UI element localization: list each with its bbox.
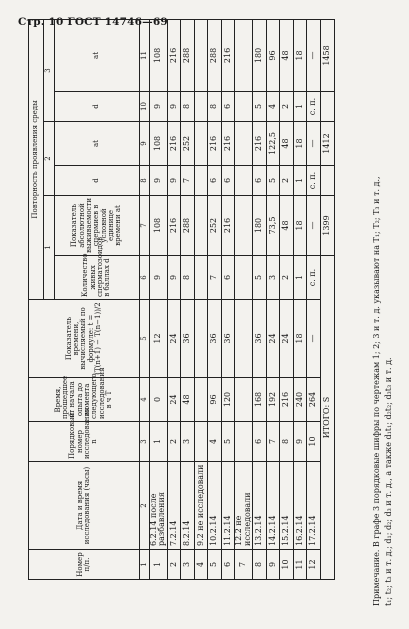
standard-number: ГОСТ 14746—69: [67, 16, 168, 28]
col-number: 3: [140, 422, 150, 462]
cell-d2: 9: [167, 166, 181, 196]
cell-at1: 288: [181, 196, 195, 256]
cell-t: 36: [208, 300, 222, 378]
cell-d1: 2: [280, 256, 294, 300]
cell-d3: 1: [293, 92, 307, 122]
col-number: 7: [140, 196, 150, 256]
cell-d1: 9: [150, 256, 168, 300]
cell-no: 3: [181, 550, 195, 580]
col-header-at1: Показатель абсолютной выживаемости спермиев в условной единице времени at: [55, 196, 140, 256]
cell-T: 120: [221, 378, 235, 422]
cell-T: 0: [150, 378, 168, 422]
total-at1: 1399: [320, 196, 334, 256]
table-row: [194, 19, 208, 579]
cell-d2: [194, 166, 208, 196]
cell-no: 4: [194, 550, 208, 580]
cell-at1: 108: [150, 196, 168, 256]
cell-d1: [235, 256, 253, 300]
cell-d1: 9: [167, 256, 181, 300]
cell-d3: 8: [181, 92, 195, 122]
table-row: [221, 19, 235, 579]
data-table: [28, 19, 335, 580]
col-header-number: Номер п/п.: [29, 550, 140, 580]
cell-at2: 216: [167, 122, 181, 166]
cell-T: [235, 378, 253, 422]
cell-at2: 216: [221, 122, 235, 166]
cell-n: 3: [181, 422, 195, 462]
cell-d3: 6: [221, 92, 235, 122]
cell-at3: 216: [167, 19, 181, 91]
table-row: [167, 19, 181, 579]
cell-at3: 18: [293, 19, 307, 91]
rotated-table-block: [28, 20, 409, 580]
col-header-t-formula: Показатель времени, вычисляемый по формуле: t = (T(n+1) − T(n−1))/2: [29, 300, 140, 378]
cell-d2: с. п.: [307, 166, 321, 196]
col-header-d2: d: [55, 166, 140, 196]
cell-no: 7: [235, 550, 253, 580]
cell-no: 10: [280, 550, 294, 580]
cell-d1: [194, 256, 208, 300]
cell-at3: 180: [253, 19, 267, 91]
col-header-repeatability: Повторность проявления среды: [29, 19, 44, 299]
cell-at1: 48: [280, 196, 294, 256]
col-number: 4: [140, 378, 150, 422]
cell-d1: с. п.: [307, 256, 321, 300]
col-number: 10: [140, 92, 150, 122]
total-label: ИТОГО: S: [320, 256, 334, 580]
cell-date: 14.2.14: [266, 462, 280, 550]
cell-date: 6.2.14 после разбавления: [150, 462, 168, 550]
cell-d3: [194, 92, 208, 122]
cell-no: 9: [266, 550, 280, 580]
cell-t: —: [307, 300, 321, 378]
col-header-d3: d: [55, 92, 140, 122]
cell-d1: 7: [208, 256, 222, 300]
cell-at2: 18: [293, 122, 307, 166]
cell-T: 48: [181, 378, 195, 422]
col-number: 2: [140, 462, 150, 550]
cell-at1: 252: [208, 196, 222, 256]
cell-n: 9: [293, 422, 307, 462]
cell-at1: 216: [221, 196, 235, 256]
col-header-date: Дата и время исследования (часы): [29, 462, 140, 550]
cell-T: 192: [266, 378, 280, 422]
cell-at3: 288: [181, 19, 195, 91]
cell-T: 240: [293, 378, 307, 422]
cell-at2: 48: [280, 122, 294, 166]
cell-at2: 216: [253, 122, 267, 166]
cell-at3: —: [307, 19, 321, 91]
cell-d3: 2: [280, 92, 294, 122]
cell-at3: 48: [280, 19, 294, 91]
table-row: [293, 19, 307, 579]
col-number: 5: [140, 300, 150, 378]
cell-d1: 1: [293, 256, 307, 300]
col-number: 8: [140, 166, 150, 196]
cell-t: 24: [280, 300, 294, 378]
col-number: 1: [140, 550, 150, 580]
cell-T: 216: [280, 378, 294, 422]
table-row: [307, 19, 321, 579]
cell-d1: 3: [266, 256, 280, 300]
cell-d2: 1: [293, 166, 307, 196]
cell-at1: [194, 196, 208, 256]
cell-d3: 9: [167, 92, 181, 122]
table-row: [150, 19, 168, 579]
table-row: [235, 19, 253, 579]
cell-date: 8.2.14: [181, 462, 195, 550]
cell-n: 5: [221, 422, 235, 462]
cell-t: 24: [167, 300, 181, 378]
cell-at2: —: [307, 122, 321, 166]
cell-date: 15.2.14: [280, 462, 294, 550]
cell-d2: 6: [208, 166, 222, 196]
cell-d3: 5: [253, 92, 267, 122]
cell-d2: 6: [253, 166, 267, 196]
cell-d2: 5: [266, 166, 280, 196]
cell-t: 36: [253, 300, 267, 378]
table-row: [181, 19, 195, 579]
cell-at3: 108: [150, 19, 168, 91]
cell-no: 11: [293, 550, 307, 580]
table-row: [253, 19, 267, 579]
cell-n: 6: [253, 422, 267, 462]
cell-at2: 252: [181, 122, 195, 166]
col-header-n: Порядковый номер исследования n: [29, 422, 140, 462]
cell-date: 17.2.14: [307, 462, 321, 550]
cell-d1: 6: [221, 256, 235, 300]
total-at2: 1412: [320, 122, 334, 166]
cell-d2: 6: [221, 166, 235, 196]
cell-at1: 180: [253, 196, 267, 256]
cell-at1: [235, 196, 253, 256]
col-number: 11: [140, 19, 150, 91]
cell-at3: [194, 19, 208, 91]
cell-t: 36: [181, 300, 195, 378]
cell-date: 11.2.14: [221, 462, 235, 550]
cell-t: 36: [221, 300, 235, 378]
cell-t: 12: [150, 300, 168, 378]
cell-date: 16.2.14: [293, 462, 307, 550]
footnote-line-2: t₁; t₂; t₃ и т. д.; d₁; d₂; d₃ и т. д., а также d₁t₁; d₂t₂; d₃t₃ и т. д.: [384, 357, 393, 606]
cell-d1: 8: [181, 256, 195, 300]
col-header-d1: Количество живых сперматозоидов в баллах d: [55, 256, 140, 300]
cell-d2: 9: [150, 166, 168, 196]
cell-n: 7: [266, 422, 280, 462]
cell-date: 9.2 не исследовали: [194, 462, 208, 550]
cell-no: 2: [167, 550, 181, 580]
cell-T: 96: [208, 378, 222, 422]
cell-at2: 122,5: [266, 122, 280, 166]
cell-n: 10: [307, 422, 321, 462]
cell-d3: [235, 92, 253, 122]
cell-d2: 7: [181, 166, 195, 196]
cell-d3: 9: [150, 92, 168, 122]
cell-T: 24: [167, 378, 181, 422]
cell-T: 168: [253, 378, 267, 422]
cell-d3: с. п.: [307, 92, 321, 122]
cell-at3: 96: [266, 19, 280, 91]
cell-d2: 2: [280, 166, 294, 196]
cell-T: 264: [307, 378, 321, 422]
cell-at1: —: [307, 196, 321, 256]
repeat-3-header: 3: [44, 19, 55, 121]
cell-at1: 18: [293, 196, 307, 256]
cell-at1: 216: [167, 196, 181, 256]
cell-t: [235, 300, 253, 378]
repeat-1-header: 1: [44, 196, 55, 300]
footnote-line-1: Примечание. В графе 3 порядковые шифры по чертежам 1; 2; 3 и т. д. указывают на T₁; T₂; T₃ и т. д.,: [372, 176, 381, 606]
cell-n: 4: [208, 422, 222, 462]
table-row: [280, 19, 294, 579]
cell-no: 5: [208, 550, 222, 580]
page-number: Стр. 10: [18, 16, 64, 28]
cell-at2: 108: [150, 122, 168, 166]
cell-t: [194, 300, 208, 378]
cell-at2: [194, 122, 208, 166]
cell-at1: 73,5: [266, 196, 280, 256]
cell-n: [194, 422, 208, 462]
cell-n: 1: [150, 422, 168, 462]
cell-no: 12: [307, 550, 321, 580]
cell-no: 6: [221, 550, 235, 580]
cell-t: 24: [266, 300, 280, 378]
cell-no: 8: [253, 550, 267, 580]
cell-at3: 288: [208, 19, 222, 91]
total-at3: 1458: [320, 19, 334, 91]
col-header-T: Время, прошедшее от начала опыта до момента следующего исследования в ч T: [29, 378, 140, 422]
cell-at2: [235, 122, 253, 166]
cell-d1: 5: [253, 256, 267, 300]
cell-date: 10.2.14: [208, 462, 222, 550]
cell-n: [235, 422, 253, 462]
cell-t: 18: [293, 300, 307, 378]
cell-date: 13.2.14: [253, 462, 267, 550]
cell-date: 7.2.14: [167, 462, 181, 550]
col-header-at2: at: [55, 122, 140, 166]
cell-no: 1: [150, 550, 168, 580]
cell-at3: [235, 19, 253, 91]
cell-T: [194, 378, 208, 422]
cell-d3: 8: [208, 92, 222, 122]
cell-d3: 4: [266, 92, 280, 122]
repeat-2-header: 2: [44, 122, 55, 196]
col-number: 9: [140, 122, 150, 166]
cell-date: 12.2 не исследовали: [235, 462, 253, 550]
table-row: [208, 19, 222, 579]
cell-n: 2: [167, 422, 181, 462]
cell-at3: 216: [221, 19, 235, 91]
col-header-at3: at: [55, 19, 140, 91]
col-number: 6: [140, 256, 150, 300]
table-row: [266, 19, 280, 579]
cell-at2: 216: [208, 122, 222, 166]
cell-n: 8: [280, 422, 294, 462]
cell-d2: [235, 166, 253, 196]
